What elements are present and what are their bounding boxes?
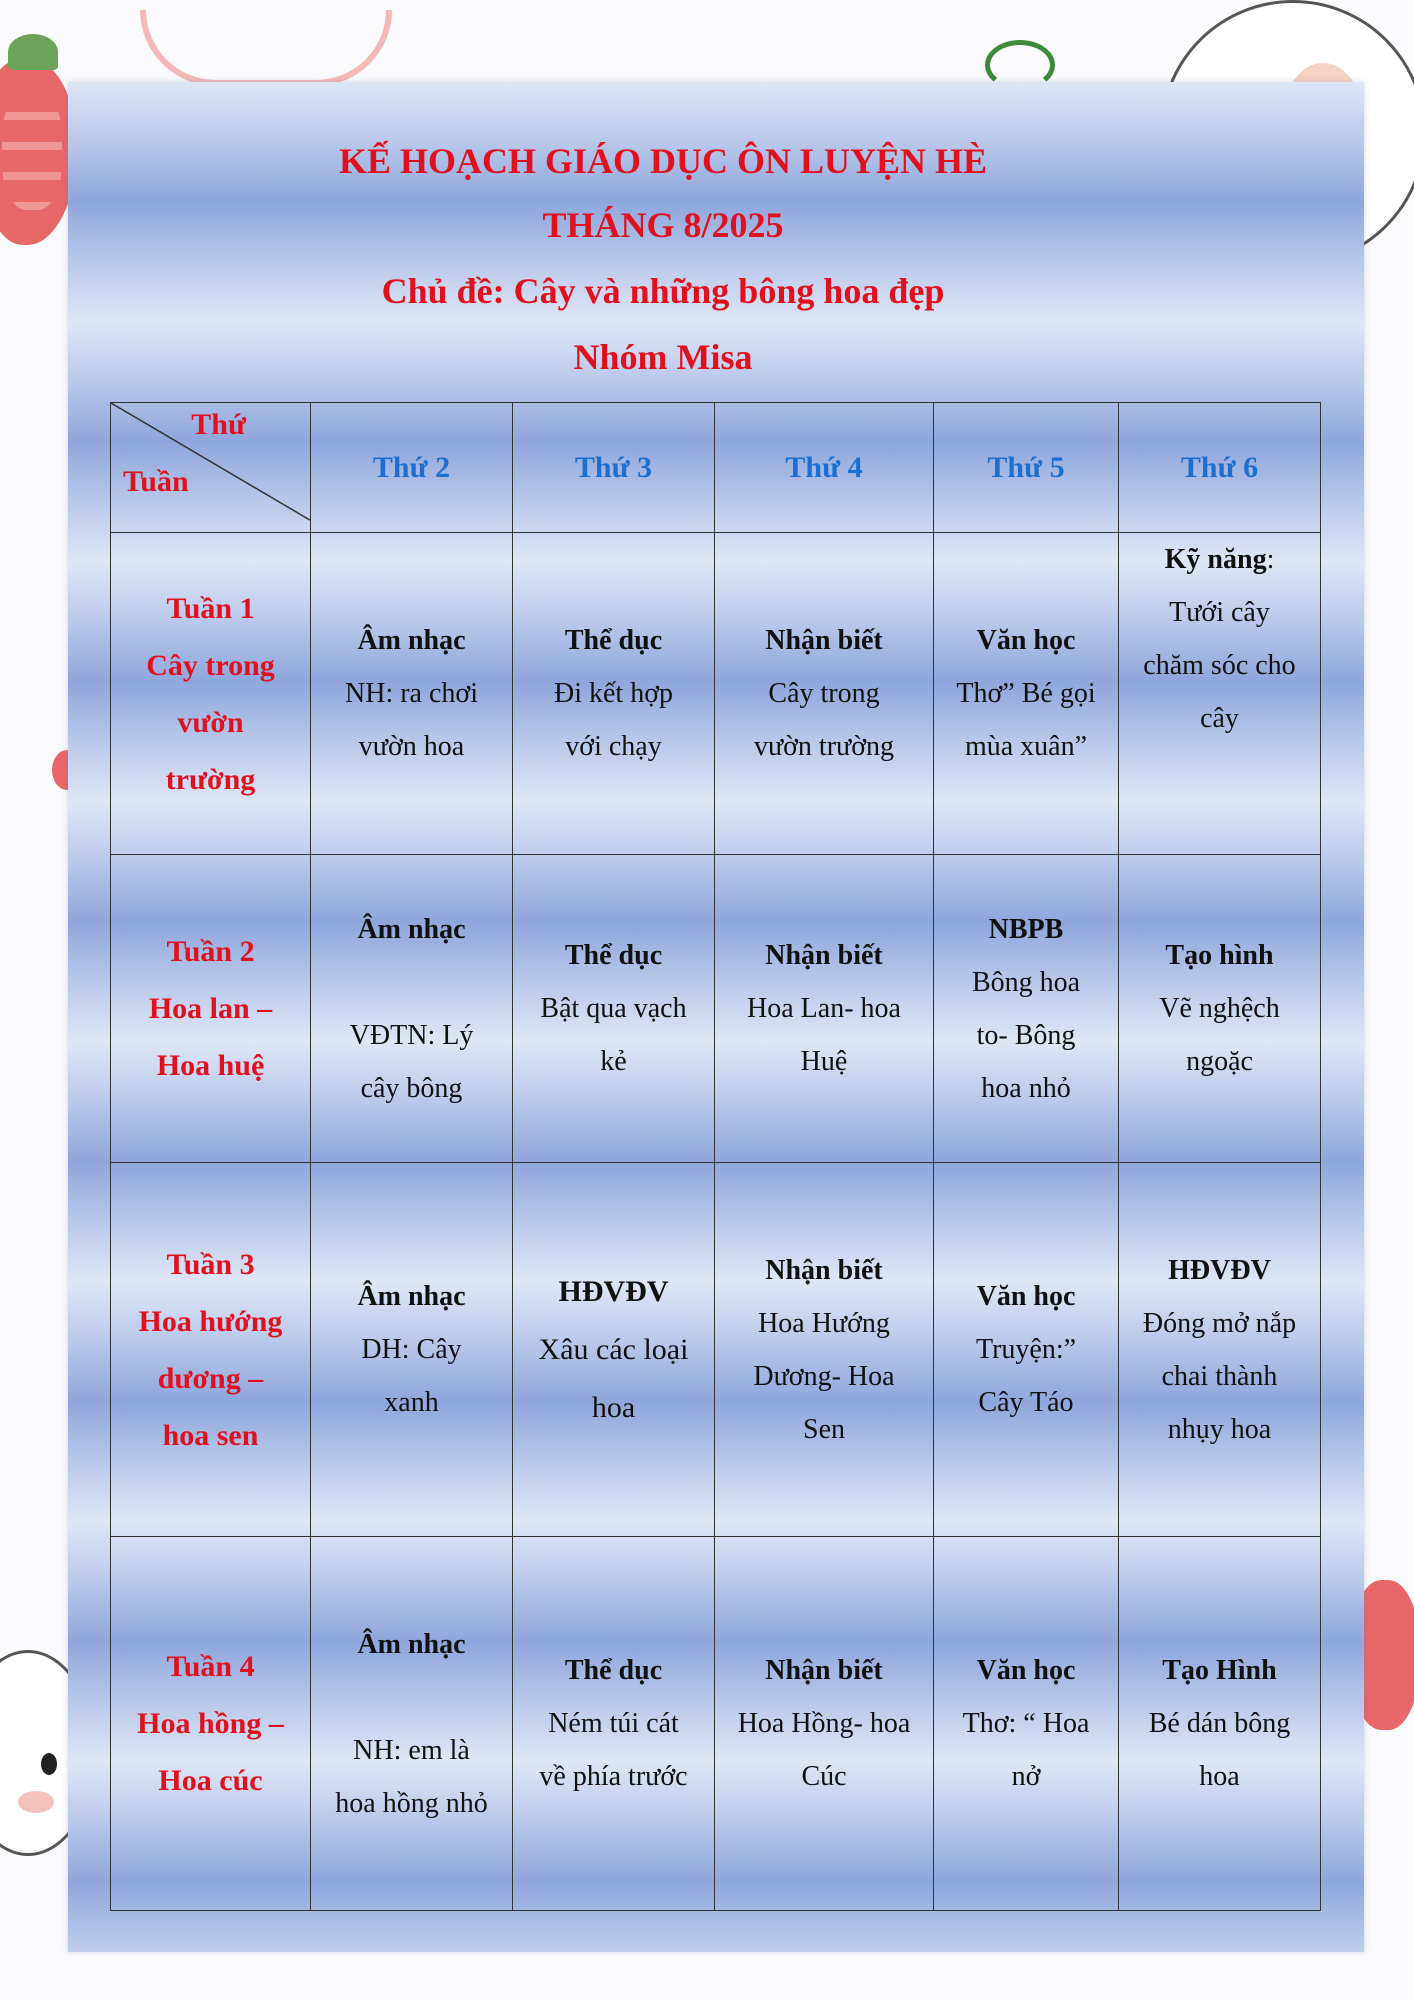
activity-cell (715, 1163, 934, 1537)
plan-group: Nhóm Misa (573, 337, 753, 377)
plan-month: THÁNG 8/2025 (542, 205, 784, 245)
plan-title: KẾ HOẠCH GIÁO DỤC ÔN LUYỆN HÈ (338, 141, 988, 181)
activity-subject: Tạo Hình (1162, 1655, 1277, 1686)
day-header: Thứ 2 (311, 403, 513, 533)
activity-text: Hoa Hồng- hoa Cúc (737, 1708, 911, 1792)
activity-text: NH: em là hoa hồng nhỏ (335, 1734, 488, 1819)
strawberry-decoration (0, 60, 77, 245)
activity-cell (1119, 1537, 1321, 1911)
activity-text: Bé dán bông hoa (1148, 1708, 1291, 1792)
week-label-text: Tuần 4 Hoa hồng – Hoa cúc (137, 1650, 284, 1797)
activity-subject: NBPB (988, 913, 1064, 945)
activity-cell (513, 1537, 715, 1911)
activity-subject: Kỹ năng (1164, 544, 1267, 575)
table-row (111, 1163, 1321, 1537)
table-header-row (111, 403, 1321, 533)
decorative-swirl (140, 10, 392, 86)
activity-subject: HĐVĐV (558, 1274, 669, 1308)
activity-text: Xâu các loại hoa (538, 1332, 689, 1424)
week-label-text: Tuần 1 Cây trong vườn trường (146, 591, 275, 796)
activity-cell (934, 1537, 1119, 1911)
activity-subject: Văn học (976, 1655, 1076, 1686)
day-header: Thứ 5 (934, 403, 1119, 533)
activity-cell (311, 855, 513, 1163)
activity-cell (715, 855, 934, 1163)
table-row (111, 855, 1321, 1163)
activity-subject: Thể dục (564, 625, 663, 656)
activity-subject: Âm nhạc (357, 1628, 466, 1660)
activity-text: Tưới cây chăm sóc cho cây (1143, 597, 1296, 734)
activity-subject: Nhận biết (765, 625, 883, 656)
day-header: Thứ 4 (715, 403, 934, 533)
plan-panel (68, 82, 1364, 1952)
activity-subject: Thể dục (564, 1655, 663, 1686)
activity-text: NH: ra chơi vườn hoa (345, 678, 478, 762)
activity-cell (715, 1537, 934, 1911)
plan-theme: Chủ đề: Cây và những bông hoa đẹp (381, 271, 945, 311)
day-header: Thứ 3 (513, 403, 715, 533)
activity-subject: Nhận biết (765, 1254, 883, 1286)
activity-cell (715, 533, 934, 855)
activity-text: Vẽ nghệch ngoặc (1159, 993, 1280, 1077)
activity-cell (934, 855, 1119, 1163)
activity-text: Thơ” Bé gọi mùa xuân” (956, 678, 1096, 762)
activity-text: DH: Cây xanh (361, 1334, 462, 1418)
activity-subject: Thể dục (564, 940, 663, 971)
activity-text: Thơ: “ Hoa nở (962, 1708, 1090, 1792)
week-label (111, 533, 311, 855)
activity-text: Ném túi cát về phía trước (539, 1708, 688, 1792)
spacer (319, 956, 504, 1009)
activity-cell (311, 533, 513, 855)
corner-cell (111, 403, 311, 533)
corner-week-label: Tuần (123, 465, 189, 498)
activity-cell (1119, 1163, 1321, 1537)
activity-subject: Âm nhạc (357, 1281, 466, 1312)
activity-text: Bông hoa to- Bông hoa nhỏ (971, 966, 1081, 1104)
activity-cell (513, 855, 715, 1163)
activity-text: Hoa Hướng Dương- Hoa Sen (753, 1307, 895, 1445)
table-row (111, 533, 1321, 855)
activity-subject: Nhận biết (765, 940, 883, 971)
activity-subject: Tạo hình (1165, 940, 1274, 971)
week-label (111, 1163, 311, 1537)
activity-cell (513, 533, 715, 855)
activity-text: Bật qua vạch kẻ (540, 993, 687, 1077)
activity-text: VĐTN: Lý cây bông (349, 1019, 474, 1104)
week-label-text: Tuần 2 Hoa lan – Hoa huệ (148, 935, 273, 1082)
spacer (319, 1671, 504, 1724)
activity-subject: HĐVĐV (1168, 1254, 1271, 1286)
activity-text: Hoa Lan- hoa Huệ (747, 993, 901, 1077)
activity-cell (311, 1537, 513, 1911)
activity-text: Truyện:” Cây Táo (975, 1334, 1077, 1418)
activity-cell (311, 1163, 513, 1537)
schedule-table (110, 402, 1321, 1911)
week-label (111, 1537, 311, 1911)
activity-subject: Văn học (976, 1281, 1076, 1312)
activity-text: Đi kết hợp với chạy (553, 678, 673, 762)
activity-subject: Âm nhạc (357, 625, 466, 656)
week-label-text: Tuần 3 Hoa hướng dương – hoa sen (138, 1247, 283, 1452)
activity-subject: Văn học (976, 625, 1076, 656)
activity-cell (1119, 855, 1321, 1163)
activity-subject: Nhận biết (765, 1655, 883, 1686)
day-header: Thứ 6 (1119, 403, 1321, 533)
hamster-cheek (18, 1791, 54, 1813)
activity-cell (1119, 533, 1321, 855)
activity-cell (934, 533, 1119, 855)
activity-cell (934, 1163, 1119, 1537)
activity-subject: Âm nhạc (357, 913, 466, 945)
activity-text: Đóng mở nắp chai thành nhụy hoa (1142, 1307, 1297, 1445)
activity-text: Cây trong vườn trường (753, 678, 895, 762)
table-row (111, 1537, 1321, 1911)
week-label (111, 855, 311, 1163)
activity-cell (513, 1163, 715, 1537)
corner-day-label: Thứ (191, 408, 246, 441)
leaf-decoration (8, 34, 58, 70)
activity-subject-suffix: : (1266, 544, 1275, 575)
hamster-eye (41, 1753, 57, 1775)
